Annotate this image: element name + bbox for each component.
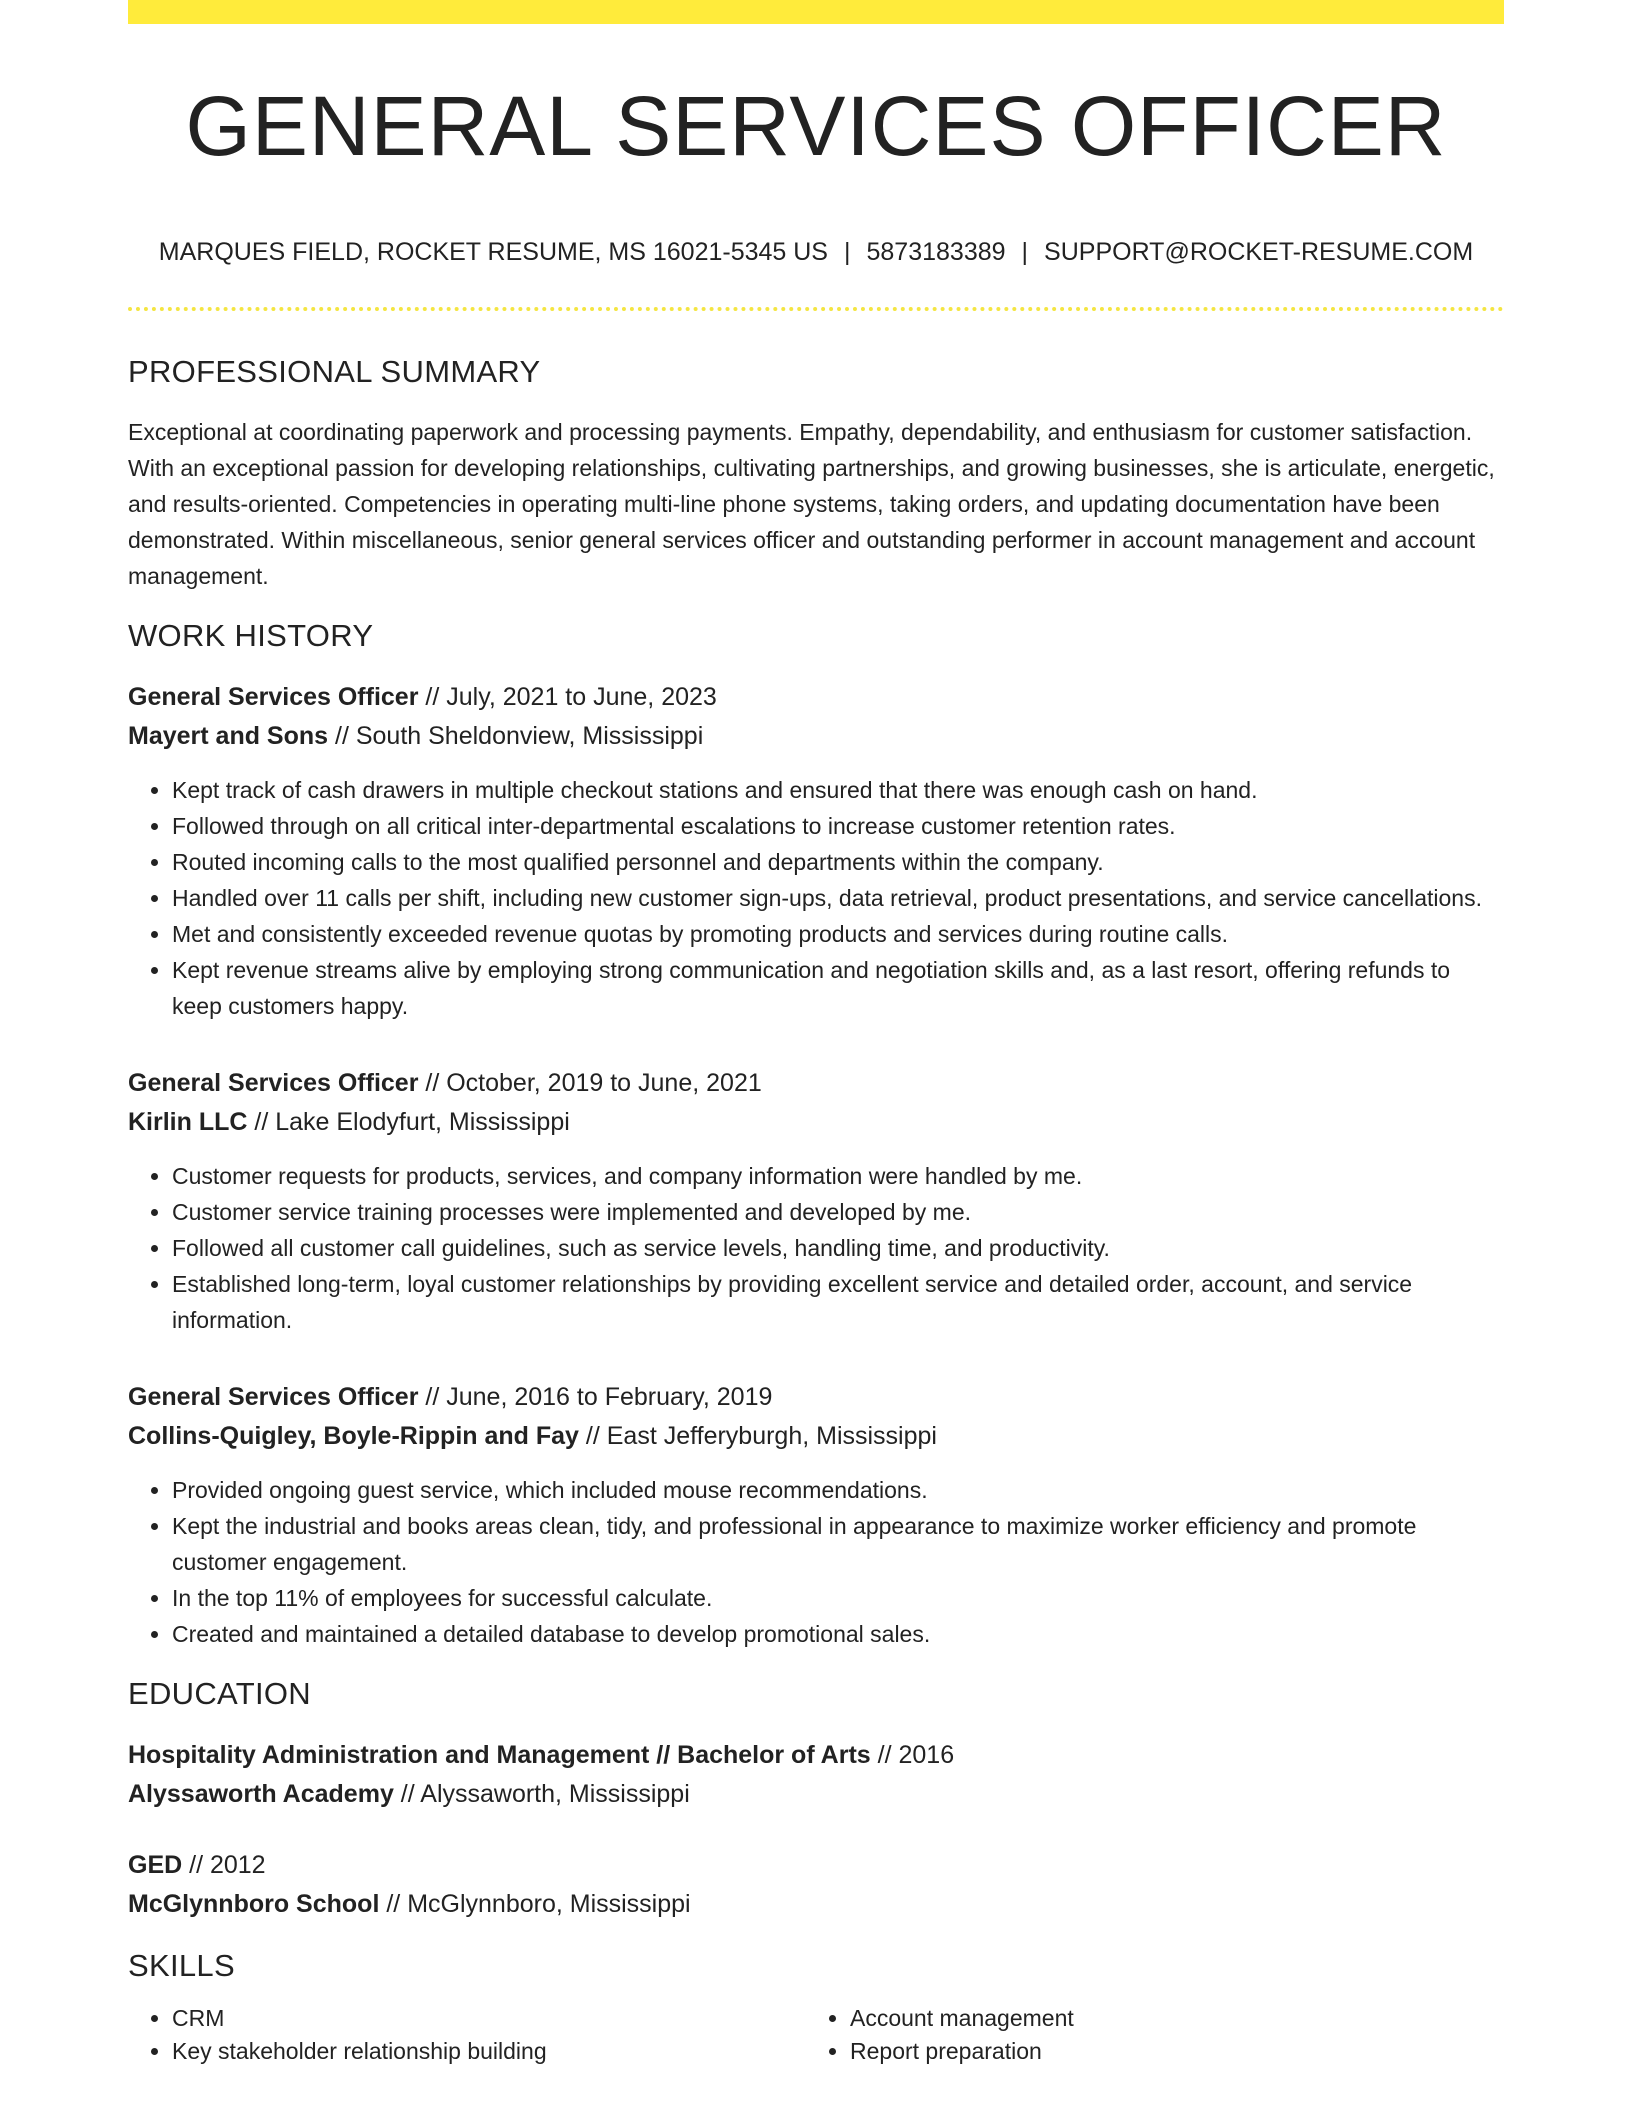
education-list bbox=[128, 1736, 1504, 1924]
job-bullet: • Customer service training processes were implemented and developed by me. bbox=[172, 1194, 1504, 1230]
job-title-line bbox=[128, 1378, 1504, 1417]
education-school-line bbox=[128, 1885, 1504, 1924]
job-company-line bbox=[128, 1417, 1504, 1456]
job-company: Mayert and Sons bbox=[128, 722, 329, 750]
job-bullet: • Met and consistently exceeded revenue quotas by promoting products and services during routine calls. bbox=[172, 916, 1504, 952]
skills-grid bbox=[128, 2002, 1504, 2068]
job-company: Kirlin LLC bbox=[128, 1108, 248, 1136]
job-bullets bbox=[128, 1158, 1504, 1338]
contact-email: SUPPORT@ROCKET-RESUME.COM bbox=[1044, 238, 1474, 266]
job-location: // Lake Elodyfurt, Mississippi bbox=[247, 1108, 570, 1136]
education-entry bbox=[128, 1736, 1504, 1814]
skills-column-left bbox=[128, 2002, 806, 2068]
job-bullet: • Created and maintained a detailed database to develop promotional sales. bbox=[172, 1616, 1504, 1652]
job-bullet: • In the top 11% of employees for successful calculate. bbox=[172, 1580, 1504, 1616]
job-entry bbox=[128, 1378, 1504, 1652]
education-entry bbox=[128, 1846, 1504, 1924]
education-location: // Alyssaworth, Mississippi bbox=[393, 1780, 690, 1808]
job-bullet: • Kept revenue streams alive by employing strong communication and negotiation skills and, as a last resort, offering refunds to keep customers happy. bbox=[172, 952, 1504, 1024]
job-bullets bbox=[128, 772, 1504, 1024]
summary-text: Exceptional at coordinating paperwork and processing payments. Empathy, dependability, and enthusiasm for customer satisfaction. With an exceptional passion for developing relationships, cultivating partnerships, and growing businesses, she is articulate, energetic, and results-oriented. Competencies in operating multi-line phone systems, taking orders, and updating documentation have been demonstrated. Within miscellaneous, senior general services officer and outstanding performer in account management and account management. bbox=[128, 419, 1495, 589]
accent-bar bbox=[128, 0, 1504, 24]
job-position: General Services Officer bbox=[128, 1069, 419, 1097]
work-history-heading: WORK HISTORY bbox=[128, 618, 374, 653]
education-degree: Hospitality Administration and Management // Bachelor of Arts bbox=[128, 1741, 871, 1769]
contact-address: MARQUES FIELD, ROCKET RESUME, MS 16021-5345 US bbox=[158, 238, 828, 266]
education-school: Alyssaworth Academy bbox=[128, 1780, 394, 1808]
job-location: // East Jefferyburgh, Mississippi bbox=[578, 1422, 937, 1450]
education-school-line bbox=[128, 1775, 1504, 1814]
education-location: // McGlynnboro, Mississippi bbox=[379, 1890, 691, 1918]
job-location: // South Sheldonview, Mississippi bbox=[328, 722, 704, 750]
resume-content bbox=[128, 354, 1504, 2068]
job-bullet: • Established long-term, loyal customer relationships by providing excellent service and detailed order, account, and service information. bbox=[172, 1266, 1504, 1338]
skills-heading: SKILLS bbox=[128, 1948, 235, 1983]
education-degree-line bbox=[128, 1736, 1504, 1775]
job-bullet: • Provided ongoing guest service, which included mouse recommendations. bbox=[172, 1472, 1504, 1508]
job-position: General Services Officer bbox=[128, 683, 419, 711]
job-bullet: • Kept track of cash drawers in multiple checkout stations and ensured that there was enough cash on hand. bbox=[172, 772, 1504, 808]
contact-separator: | bbox=[1021, 238, 1029, 266]
job-entry bbox=[128, 678, 1504, 1024]
job-bullet: • Handled over 11 calls per shift, including new customer sign-ups, data retrieval, product presentations, and service cancellations. bbox=[172, 880, 1504, 916]
education-degree-line bbox=[128, 1846, 1504, 1885]
job-list bbox=[128, 678, 1504, 1652]
education-degree: GED bbox=[128, 1851, 183, 1879]
skills-column-right bbox=[806, 2002, 1484, 2068]
skill-item: • Account management bbox=[850, 2002, 1484, 2035]
job-company-line bbox=[128, 717, 1504, 756]
job-company: Collins-Quigley, Boyle-Rippin and Fay bbox=[128, 1422, 579, 1450]
education-school: McGlynnboro School bbox=[128, 1890, 380, 1918]
job-company-line bbox=[128, 1103, 1504, 1142]
contact-separator: | bbox=[844, 238, 851, 266]
job-bullet: • Followed all customer call guidelines, such as service levels, handling time, and productivity. bbox=[172, 1230, 1504, 1266]
education-year: // 2012 bbox=[182, 1851, 266, 1879]
contact-phone: 5873183389 bbox=[866, 238, 1006, 266]
education-heading: EDUCATION bbox=[128, 1676, 311, 1711]
job-bullet: • Kept the industrial and books areas clean, tidy, and professional in appearance to maximize worker efficiency and promote customer engagement. bbox=[172, 1508, 1504, 1580]
job-entry bbox=[128, 1064, 1504, 1338]
job-title-line bbox=[128, 678, 1504, 717]
contact-line bbox=[128, 238, 1504, 267]
job-dates: // October, 2019 to June, 2021 bbox=[418, 1069, 762, 1097]
job-dates: // June, 2016 to February, 2019 bbox=[418, 1383, 773, 1411]
skill-item: • Report preparation bbox=[850, 2035, 1484, 2068]
job-title-line bbox=[128, 1064, 1504, 1103]
skill-item: • CRM bbox=[172, 2002, 806, 2035]
job-bullet: • Followed through on all critical inter-departmental escalations to increase customer retention rates. bbox=[172, 808, 1504, 844]
dotted-divider bbox=[128, 307, 1504, 311]
education-year: // 2016 bbox=[870, 1741, 955, 1769]
job-dates: // July, 2021 to June, 2023 bbox=[418, 683, 717, 711]
page-title: GENERAL SERVICES OFFICER bbox=[185, 79, 1447, 173]
job-bullets bbox=[128, 1472, 1504, 1652]
skill-item: • Key stakeholder relationship building bbox=[172, 2035, 806, 2068]
job-position: General Services Officer bbox=[128, 1383, 419, 1411]
job-bullet: • Customer requests for products, services, and company information were handled by me. bbox=[172, 1158, 1504, 1194]
summary-heading: PROFESSIONAL SUMMARY bbox=[128, 354, 541, 389]
job-bullet: • Routed incoming calls to the most qualified personnel and departments within the company. bbox=[172, 844, 1504, 880]
